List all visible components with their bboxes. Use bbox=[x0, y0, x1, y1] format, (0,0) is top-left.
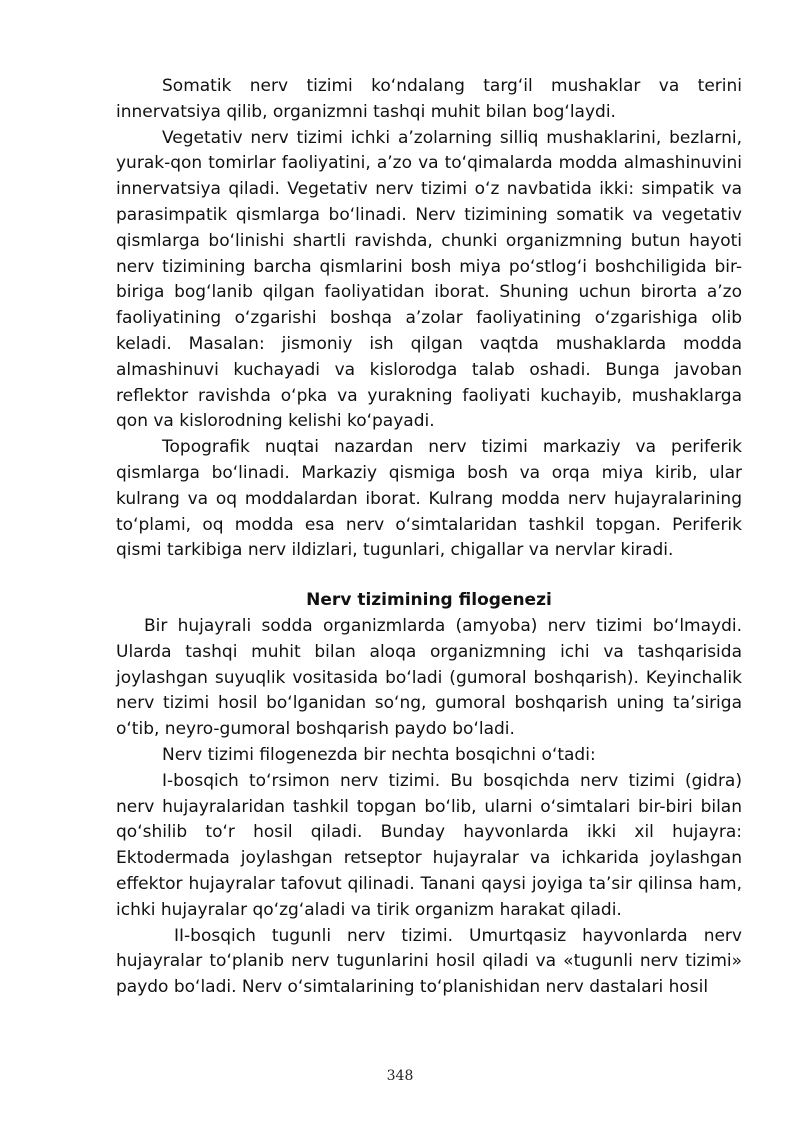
page-content bbox=[116, 74, 742, 1001]
page-number: 348 bbox=[386, 1068, 414, 1084]
paragraph-vegetative: Vegetativ nerv tizimi ichki a’zolarning silliq mushaklarini, bezlarni, yurak-qon tomirlar faoliyatini, a’zo va to‘qimalarda modda almashinuvini innervatsiya qiladi. Vegetativ nerv tizimi o‘z navbatida ikki: simpatik va parasimpatik qismlarga bo‘linadi. Nerv tizimining somatik va vegetativ qismlarga bo‘linishi shartli ravishda, chunki organizmning butun hayoti nerv tizimining barcha qismlarini bosh miya po‘stlog‘i boshchiligida bir-biriga bog‘lanib qilgan faoliyatidan iborat. Shuning uchun birorta a’zo faoliyatining o‘zgarishi boshqa a’zolar faoliyatining o‘zgarishiga olib keladi. Masalan: jismoniy ish qilgan vaqtda mushaklarda modda almashinuvi kuchayadi va kislorodga talab oshadi. Bunga javoban reflektor ravishda o‘pka va yurakning faoliyati kuchayib, mushaklarga qon va kislorodning kelishi ko‘payadi. bbox=[116, 127, 742, 432]
paragraph-stages-intro: Nerv tizimi filogenezda bir nechta bosqichni o‘tadi: bbox=[162, 744, 596, 765]
paragraph-unicellular: Bir hujayrali sodda organizmlarda (amyoba) nerv tizimi bo‘lmaydi. Ularda tashqi muhit bilan aloqa organizmning ichi va tashqarisida joylashgan suyuqlik vositasida bo‘ladi (gumoral boshqarish). Keyinchalik nerv tizimi hosil bo‘lganidan so‘ng, gumoral boshqarish uning ta’siriga o‘tib, neyro-gumoral boshqarish paydo bo‘ladi. bbox=[116, 615, 742, 740]
paragraph-topographic: Topografik nuqtai nazardan nerv tizimi markaziy va periferik qismlarga bo‘linadi. Markaziy qismiga bosh va orqa miya kirib, ular kulrang va oq moddalardan iborat. Kulrang modda nerv hujayralarining to‘plami, oq modda esa nerv o‘simtalaridan tashkil topgan. Periferik qismi tarkibiga nerv ildizlari, tugunlari, chigallar va nervlar kiradi. bbox=[116, 437, 742, 561]
paragraph-stage-two: II-bosqich tugunli nerv tizimi. Umurtqasiz hayvonlarda nerv hujayralar to‘planib nerv tugunlarini hosil qiladi va «tugunli nerv tizimi» paydo bo‘ladi. Nerv o‘simtalarining to‘planishidan nerv dastalari hosil bbox=[116, 925, 742, 998]
section-heading: Nerv tizimining filogenezi bbox=[306, 590, 552, 611]
paragraph-stage-one: I-bosqich to‘rsimon nerv tizimi. Bu bosqichda nerv tizimi (gidra) nerv hujayralaridan tashkil topgan bo‘lib, ularni o‘simtalari bir-biri bilan qo‘shilib to‘r hosil qiladi. Bunday hayvonlarda ikki xil hujayra: Ektodermada joylashgan retseptor hujayralar va ichkarida joylashgan effektor hujayralar tafovut qilinadi. Tanani qaysi joyiga ta’sir qilinsa ham, ichki hujayralar qo‘zg‘aladi va tirik organizm harakat qiladi. bbox=[116, 770, 742, 920]
paragraph-somatic: Somatik nerv tizimi ko‘ndalang targ‘il mushaklar va terini innervatsiya qilib, organizmni tashqi muhit bilan bog‘laydi. bbox=[116, 76, 742, 122]
